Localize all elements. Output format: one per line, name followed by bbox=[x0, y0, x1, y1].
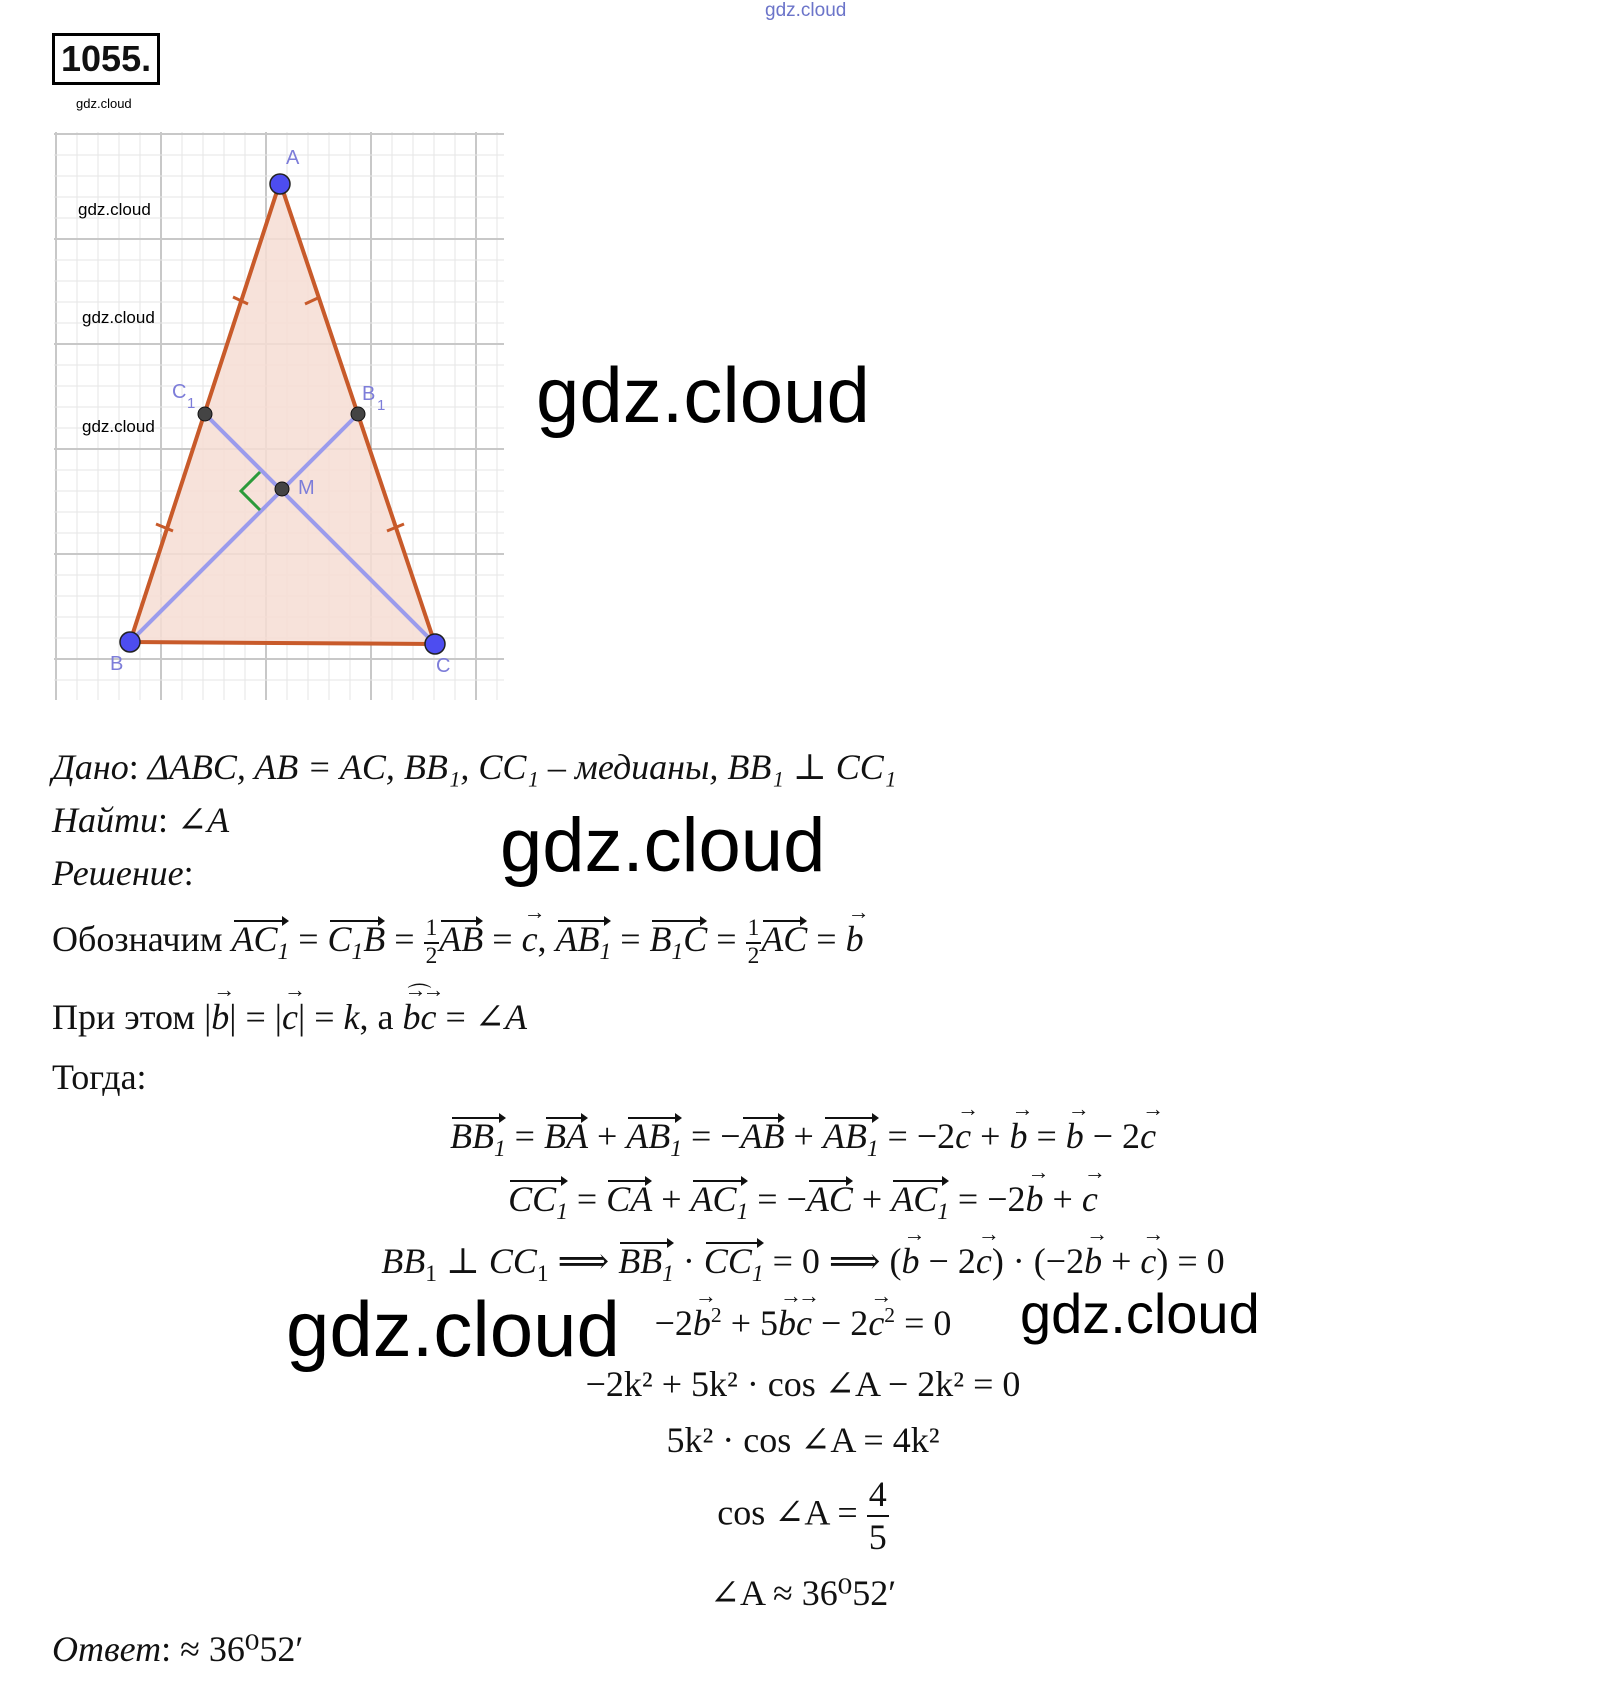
vertex-c bbox=[425, 634, 445, 654]
triangle-fill bbox=[130, 182, 435, 644]
answer-line: Ответ: ≈ 36⁰52′ bbox=[52, 1629, 304, 1669]
watermark-big-3: gdz.cloud bbox=[286, 1285, 620, 1373]
eq-perp: $BB_1$ ⊥ $CC_1$ ⟹ $BB_1 \cdot CC_1 = 0$ ⟹ (b → − 2c →) · (−2b → + c →) = 0 bbox=[0, 1242, 1606, 1288]
eq-cos-lhs: cos ∠A = bbox=[717, 1492, 858, 1533]
label-b1: B bbox=[362, 383, 376, 405]
eq-cos-num: 4 bbox=[867, 1474, 889, 1517]
given-label: Дано bbox=[52, 747, 129, 787]
watermark-fig-2: gdz.cloud bbox=[82, 308, 155, 327]
watermark-big-2: gdz.cloud bbox=[500, 803, 826, 888]
denote-line: Обозначим $AC_1 = C_1B$ = $\frac{1}{2}$ AB = c →, $AB_1 = B_1C$ = $\frac{1}{2}$ AC = b → bbox=[52, 916, 864, 969]
where-line: При этом |b →| = |c →| = k, а ⌒ b →c → = ∠A bbox=[52, 998, 527, 1038]
find-label: Найти bbox=[52, 800, 158, 840]
answer-text: ≈ 36⁰52′ bbox=[180, 1629, 304, 1669]
vertex-b bbox=[120, 632, 140, 652]
then-line: Тогда: bbox=[52, 1057, 147, 1097]
watermark-fig-1: gdz.cloud bbox=[78, 200, 151, 219]
eq-bb1: $BB_1$ = BA + $AB_1 = -AB + AB_1 = -2c$ → + b → = b → − 2c → bbox=[0, 1117, 1606, 1163]
label-c1: C bbox=[172, 381, 187, 403]
watermark-big-1: gdz.cloud bbox=[536, 351, 870, 439]
eq-angle: ∠A ≈ 36⁰52′ bbox=[709, 1573, 897, 1613]
point-c1 bbox=[198, 407, 212, 421]
eq-cos-den: 5 bbox=[868, 1517, 887, 1558]
vertex-a bbox=[270, 174, 290, 194]
find-text: ∠A bbox=[177, 800, 230, 840]
eq-k: −2k² + 5k² · cos ∠A − 2k² = 0 bbox=[585, 1364, 1021, 1404]
denote-word: Обозначим bbox=[52, 919, 223, 959]
eq-expand: −2b →$^2$ + 5b →c → − 2c →$^2$ = 0 bbox=[0, 1304, 1606, 1344]
label-c1-sub: 1 bbox=[187, 395, 196, 412]
solution-line: Решение: bbox=[52, 853, 194, 893]
where-a: а bbox=[377, 997, 394, 1037]
solution-label: Решение bbox=[52, 853, 184, 893]
watermark-top: gdz.cloud bbox=[765, 0, 847, 21]
given-line: Дано: ΔABC, AB = AC, BB₁, CC₁ – медианы, BB₁ ⊥ CC₁ bbox=[52, 747, 897, 787]
watermark-fig-3: gdz.cloud bbox=[82, 417, 155, 436]
answer-label: Ответ bbox=[52, 1629, 162, 1669]
given-text: ΔABC, AB = AC, BB₁, CC₁ – медианы, BB₁ ⊥ CC₁ bbox=[147, 747, 897, 787]
label-b: B bbox=[110, 653, 124, 675]
eq-cos bbox=[0, 1474, 1606, 1559]
where-word: При этом bbox=[52, 997, 196, 1037]
watermark-big-4: gdz.cloud bbox=[1020, 1282, 1260, 1345]
label-b1-sub: 1 bbox=[377, 397, 386, 414]
problem-number: 1055. bbox=[52, 33, 160, 85]
point-b1 bbox=[351, 407, 365, 421]
watermark-small: gdz.cloud bbox=[76, 96, 132, 111]
label-a: A bbox=[286, 147, 300, 169]
eq-cc1: $CC_1$ = CA + $AC_1 = -AC + AC_1 = -2b$ → + c → bbox=[0, 1180, 1606, 1226]
find-line: Найти: ∠A bbox=[52, 800, 230, 840]
label-m: M bbox=[298, 477, 315, 499]
eq-5k: 5k² · cos ∠A = 4k² bbox=[666, 1420, 940, 1460]
point-m bbox=[275, 482, 289, 496]
label-c: C bbox=[436, 655, 451, 677]
